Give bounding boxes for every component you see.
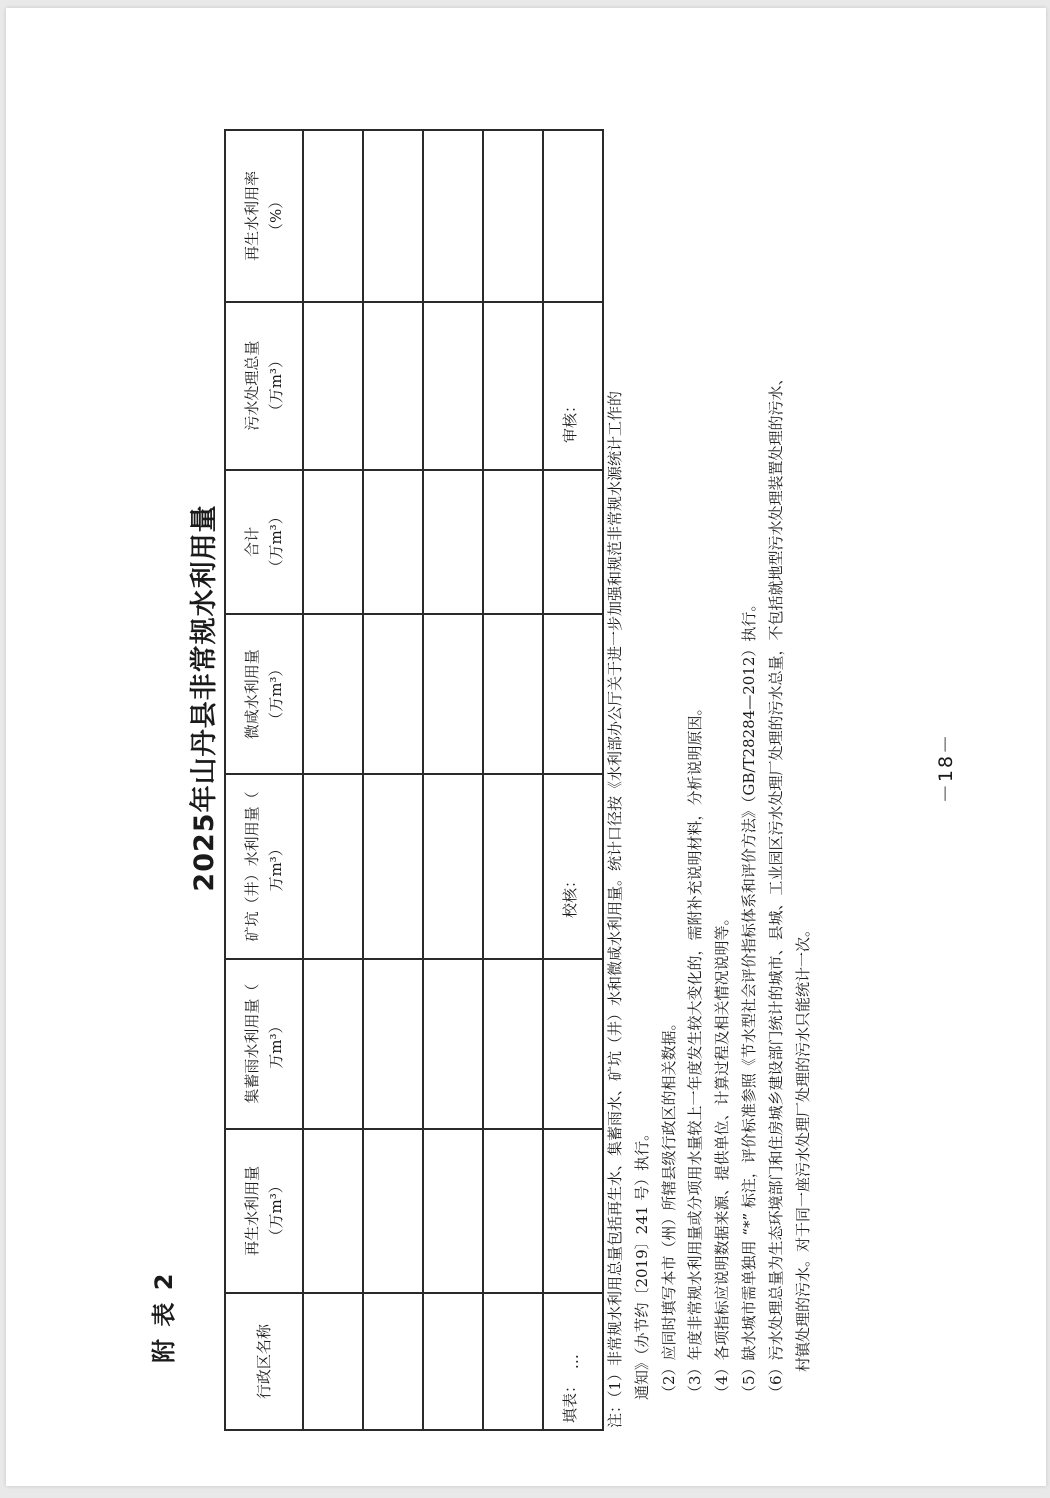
table-cell xyxy=(423,302,483,470)
table-cell xyxy=(423,470,483,615)
document-page xyxy=(6,8,1046,1486)
header-row xyxy=(225,130,303,1430)
header-cell: 矿坑（井）水利用量（ 万m³） xyxy=(225,774,303,959)
table-row xyxy=(543,130,603,1430)
data-table xyxy=(224,129,604,1431)
table-cell xyxy=(363,470,423,615)
table-cell xyxy=(483,302,543,470)
table-cell xyxy=(543,1129,603,1294)
table-row xyxy=(303,130,363,1430)
table-cell xyxy=(363,302,423,470)
table-cell xyxy=(363,130,423,302)
filler-label: 填表： xyxy=(561,1377,579,1423)
table-cell xyxy=(303,302,363,470)
checker-label: 校核： xyxy=(561,872,579,918)
header-cell: 再生水利用率 （%） xyxy=(225,130,303,302)
table-cell xyxy=(363,614,423,774)
table-cell xyxy=(363,1129,423,1294)
note-line: （4）各项指标应说明数据来源、提供单位、计算过程及相关情况说明等。 xyxy=(713,910,732,1400)
page-number: －18－ xyxy=(935,732,957,804)
table-cell xyxy=(423,614,483,774)
table-cell xyxy=(303,470,363,615)
header-cell: 微咸水利用量 （万m³） xyxy=(225,614,303,774)
note-line: （2）应同时填写本市（州）所辖县级行政区的相关数据。 xyxy=(659,1015,678,1400)
reviewer-label: 审核： xyxy=(561,397,579,443)
table-cell xyxy=(303,614,363,774)
table-cell xyxy=(423,130,483,302)
table-cell xyxy=(363,774,423,959)
table-cell xyxy=(483,1293,543,1430)
table-row xyxy=(483,130,543,1430)
table-cell xyxy=(483,774,543,959)
note-line: （5）缺水城市需单独用 “*” 标注，评价标准参照《节水型社会评价指标体系和评价方法》（GB/T28284—2012）执行。 xyxy=(739,596,758,1400)
table-cell xyxy=(303,774,363,959)
table-cell xyxy=(303,959,363,1129)
table-cell xyxy=(303,1293,363,1430)
table-cell xyxy=(483,959,543,1129)
table-cell xyxy=(543,959,603,1129)
header-cell: 污水处理总量 （万m³） xyxy=(225,302,303,470)
table-cell xyxy=(423,1293,483,1430)
notes-section xyxy=(602,108,816,1428)
table-cell xyxy=(543,614,603,774)
table-cell xyxy=(543,774,603,959)
table-cell xyxy=(543,302,603,470)
table-cell xyxy=(543,470,603,615)
table-cell xyxy=(423,959,483,1129)
table-cell xyxy=(483,1129,543,1294)
table-cell xyxy=(483,470,543,615)
rotated-content xyxy=(6,8,1050,1498)
header-cell: 合计 （万m³） xyxy=(225,470,303,615)
note-line: 村镇处理的污水。对于同一座污水处理厂处理的污水只能统计一次。 xyxy=(793,921,812,1372)
table-cell xyxy=(483,130,543,302)
note-line: 注：（1）非常规水利用总量包括再生水、集蓄雨水、矿坑（井）水和微咸水利用量。统计口径按《水利部办公厅关于进一步加强和规范非常规水源统计工作的 xyxy=(606,390,624,1428)
note-line: （3）年度非常规水利用量或分项用水量较上一年度发生较大变化的，需附补充说明材料，分析说明原因。 xyxy=(686,700,705,1400)
table-cell xyxy=(423,774,483,959)
table-cell xyxy=(423,1129,483,1294)
table-cell xyxy=(363,959,423,1129)
table-title: 2025年山丹县非常规水利用量 xyxy=(189,504,220,892)
table-cell xyxy=(543,130,603,302)
header-cell: 集蓄雨水利用量（ 万m³） xyxy=(225,959,303,1129)
appendix-label: 附 表 2 xyxy=(150,1271,178,1363)
note-line: 通知》（办节约〔2019〕241 号）执行。 xyxy=(632,1125,651,1400)
table-row xyxy=(423,130,483,1430)
header-cell: 再生水利用量 （万m³） xyxy=(225,1129,303,1294)
table-cell xyxy=(303,130,363,302)
table-cell xyxy=(483,614,543,774)
table-row xyxy=(363,130,423,1430)
header-cell: 行政区名称 xyxy=(225,1293,303,1430)
table-cell xyxy=(363,1293,423,1430)
ellipsis-cell: … xyxy=(543,1293,603,1430)
note-line: （6）污水处理总量为生态环境部门和住房城乡建设部门统计的城市、县城、工业园区污水处理厂处理的污水总量，不包括就地型污水处理装置处理的污水、 xyxy=(766,370,785,1400)
table-cell xyxy=(303,1129,363,1294)
